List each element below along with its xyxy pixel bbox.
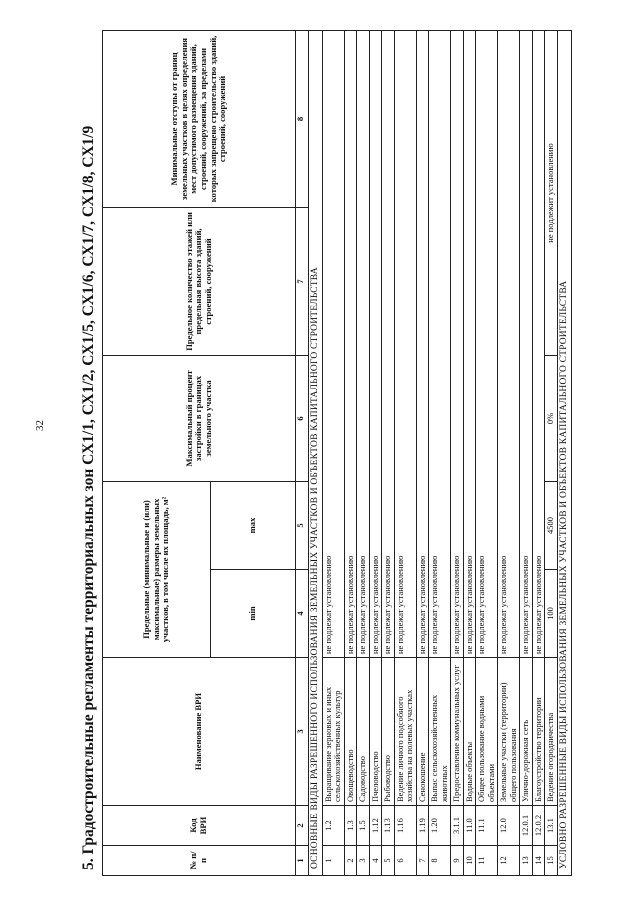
row-number: 1	[322, 846, 344, 876]
row-code: 13.1	[545, 806, 558, 846]
header-floors: Предельное количество этажей или предельная высота зданий, строений, сооружений	[103, 207, 296, 355]
row-floors-setbacks-note: не подлежит установлению	[545, 30, 558, 355]
row-name: Ведение огородничества	[545, 658, 558, 806]
table-row	[429, 30, 451, 875]
row-code: 12.0.1	[520, 806, 533, 846]
row-code: 3.1.1	[451, 806, 464, 846]
row-name: Общее пользование водными объектами	[476, 658, 498, 806]
table-row	[322, 30, 344, 875]
page-number: 32	[34, 420, 46, 431]
header-setbacks: Минимальные отступы от границ земельных участков в целях определения мест допустимого размещения зданий, строений, сооружений, за пределами которых запрещено строительство зданий, строений, сооружений	[103, 30, 296, 207]
col-number: 6	[296, 355, 309, 481]
row-name: Сенокошение	[416, 658, 429, 806]
table-row	[369, 30, 382, 875]
row-code: 1.19	[416, 806, 429, 846]
col-number: 8	[296, 30, 309, 207]
row-number: 3	[357, 846, 370, 876]
header-name: Наименование ВРИ	[103, 658, 296, 806]
row-number: 12	[498, 846, 520, 876]
row-number: 2	[344, 846, 357, 876]
row-parameters-note: не подлежат установлению	[382, 30, 395, 657]
row-parameters-note: не подлежат установлению	[322, 30, 344, 657]
row-number: 6	[394, 846, 416, 876]
section-conditional-row	[557, 30, 571, 875]
table-row	[394, 30, 416, 875]
table-row	[357, 30, 370, 875]
row-parameters-note: не подлежат установлению	[498, 30, 520, 657]
row-name: Предоставление коммунальных услуг	[451, 658, 464, 806]
table-row	[451, 30, 464, 875]
row-code: 1.16	[394, 806, 416, 846]
section-main-row	[309, 30, 323, 875]
row-parameters-note: не подлежат установлению	[394, 30, 416, 657]
table-body	[296, 30, 572, 875]
row-number: 13	[520, 846, 533, 876]
table-row	[463, 30, 476, 875]
table-row	[476, 30, 498, 875]
row-code: 1.13	[382, 806, 395, 846]
table-row	[545, 30, 558, 875]
header-max: max	[211, 481, 296, 569]
row-code: 11.1	[476, 806, 498, 846]
header-coverage: Максимальный процент застройки в границах земельного участка	[103, 355, 296, 481]
row-name: Улично-дорожная сеть	[520, 658, 533, 806]
row-code: 1.20	[429, 806, 451, 846]
col-number: 4	[296, 570, 309, 658]
row-number: 4	[369, 846, 382, 876]
table-row	[498, 30, 520, 875]
col-number: 3	[296, 658, 309, 806]
table-row	[520, 30, 533, 875]
row-name: Садоводство	[357, 658, 370, 806]
row-name: Пчеловодство	[369, 658, 382, 806]
table-row	[344, 30, 357, 875]
col-number: 2	[296, 806, 309, 846]
row-name: Рыбоводство	[382, 658, 395, 806]
row-name: Ведение личного подсобного хозяйства на полевых участках	[394, 658, 416, 806]
row-name: Выпас сельскохозяйственных животных	[429, 658, 451, 806]
row-parameters-note: не подлежат установлению	[532, 30, 545, 657]
row-code: 12.0.2	[532, 806, 545, 846]
row-number: 11	[476, 846, 498, 876]
section-main-title: ОСНОВНЫЕ ВИДЫ РАЗРЕШЕННОГО ИСПОЛЬЗОВАНИЯ ЗЕМЕЛЬНЫХ УЧАСТКОВ И ОБЪЕКТОВ КАПИТАЛЬНОГО СТРОИТЕЛЬСТВА	[309, 30, 323, 875]
header-code: Код ВРИ	[103, 806, 296, 846]
row-name: Овощеводство	[344, 658, 357, 806]
col-number: 1	[296, 846, 309, 876]
section-conditional-title: УСЛОВНО РАЗРЕШЕННЫЕ ВИДЫ ИСПОЛЬЗОВАНИЯ ЗЕМЕЛЬНЫХ УЧАСТКОВ И ОБЪЕКТОВ КАПИТАЛЬНОГО СТРОИТЕЛЬСТВА	[557, 30, 571, 875]
rotated-page-content	[80, 31, 588, 876]
row-parameters-note: не подлежат установлению	[463, 30, 476, 657]
row-name: Земельные участки (территории) общего пользования	[498, 658, 520, 806]
row-name: Выращивание зерновых и иных сельскохозяйственных культур	[322, 658, 344, 806]
row-code: 1.5	[357, 806, 370, 846]
row-parameters-note: не подлежат установлению	[476, 30, 498, 657]
regulations-table	[102, 30, 572, 876]
row-code: 1.2	[322, 806, 344, 846]
table-row	[382, 30, 395, 875]
row-parameters-note: не подлежат установлению	[429, 30, 451, 657]
row-max-area: 4500	[545, 481, 558, 569]
header-min: min	[211, 570, 296, 658]
table-row	[416, 30, 429, 875]
row-parameters-note: не подлежат установлению	[520, 30, 533, 657]
row-parameters-note: не подлежат установлению	[369, 30, 382, 657]
row-number: 7	[416, 846, 429, 876]
col-number: 5	[296, 481, 309, 569]
row-coverage: 0%	[545, 355, 558, 481]
header-number: № п/п	[103, 846, 296, 876]
row-code: 12.0	[498, 806, 520, 846]
row-name: Благоустройство территории	[532, 658, 545, 806]
row-number: 9	[451, 846, 464, 876]
col-number: 7	[296, 207, 309, 355]
row-parameters-note: не подлежат установлению	[451, 30, 464, 657]
header-plot-size: Предельные (минимальные и (или) максимальные) размеры земельных участков, в том числе их площадь, м²	[103, 481, 211, 657]
row-parameters-note: не подлежат установлению	[416, 30, 429, 657]
row-min-area: 100	[545, 570, 558, 658]
row-number: 15	[545, 846, 558, 876]
page-title: 5. Градостроительные регламенты территориальных зон СХ1/1, СХ1/2, СХ1/5, СХ1/6, СХ1/7, СХ1/8, СХ1/9	[80, 125, 97, 870]
row-code: 11.0	[463, 806, 476, 846]
row-number: 5	[382, 846, 395, 876]
row-parameters-note: не подлежат установлению	[344, 30, 357, 657]
row-number: 10	[463, 846, 476, 876]
row-number: 8	[429, 846, 451, 876]
row-code: 1.3	[344, 806, 357, 846]
table-row	[532, 30, 545, 875]
row-number: 14	[532, 846, 545, 876]
row-parameters-note: не подлежат установлению	[357, 30, 370, 657]
row-name: Водные объекты	[463, 658, 476, 806]
column-numbers-row	[296, 30, 309, 875]
row-code: 1.12	[369, 806, 382, 846]
